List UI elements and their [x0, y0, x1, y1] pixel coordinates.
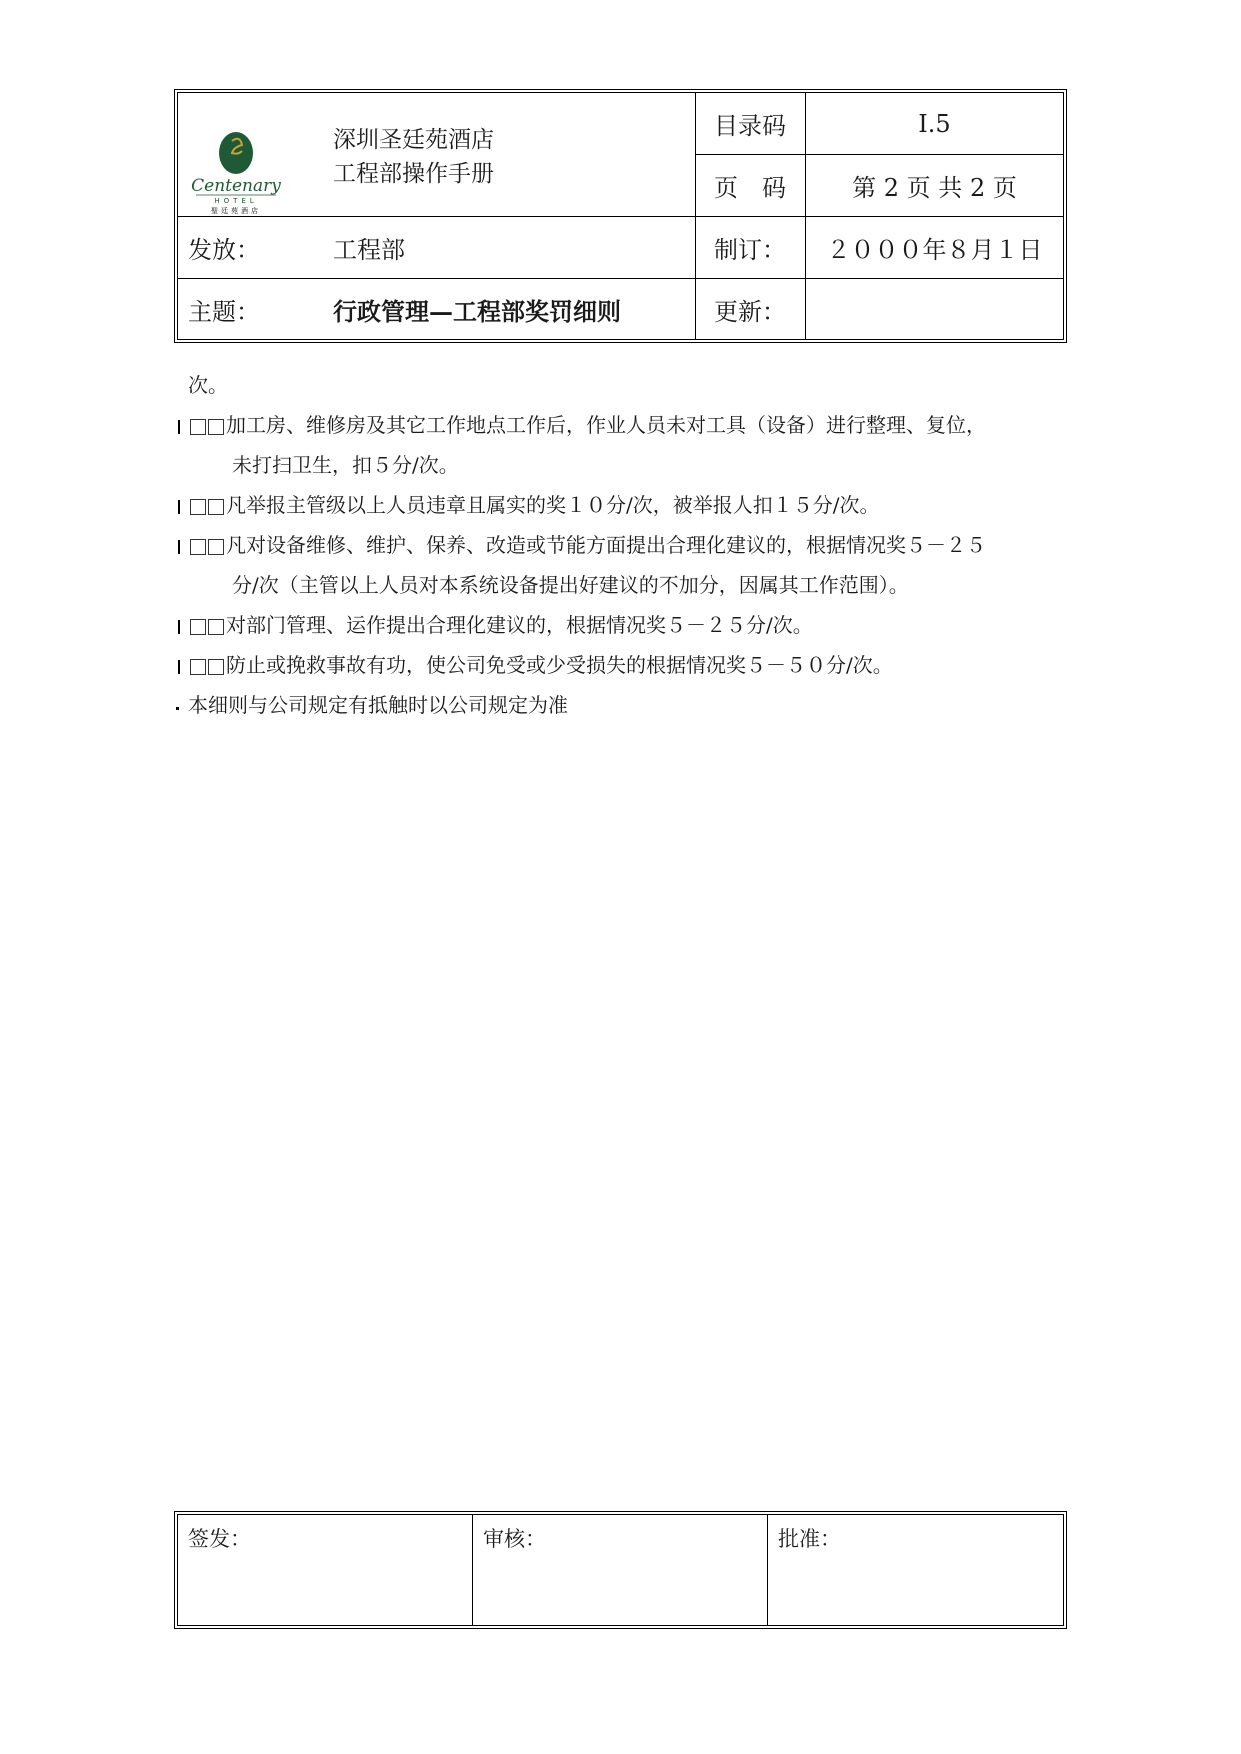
box-icon	[190, 619, 206, 635]
box-icon	[190, 539, 206, 555]
catalog-label: 目录码	[696, 93, 806, 155]
bullet-icon	[178, 620, 186, 634]
hotel-logo-icon	[188, 119, 284, 215]
page-label: 页 码	[696, 155, 806, 217]
bullet-icon	[178, 500, 186, 514]
box-icon	[190, 659, 206, 675]
rules-body	[188, 365, 1068, 725]
issue-value: 工程部	[333, 236, 405, 264]
rule-item-2: 凡举报主管级以上人员违章且属实的奖１０分/次，被举报人扣１５分/次。	[188, 485, 1068, 525]
bullet-icon	[178, 660, 186, 674]
revised-label: 制订：	[696, 217, 806, 279]
catalog-value: I.5	[806, 93, 1063, 155]
rule-item-5: 防止或挽救事故有功，使公司免受或少受损失的根据情况奖５－５０分/次。	[188, 645, 1068, 685]
issue-row	[178, 217, 696, 279]
rule-item-1-cont: 未打扫卫生，扣５分/次。	[232, 453, 459, 477]
company-name: 深圳圣廷苑酒店 工程部操作手册	[333, 127, 494, 187]
box-icon	[208, 419, 224, 435]
precedence-note: 本细则与公司规定有抵触时以公司规定为准	[188, 685, 1068, 725]
approved-by-cell	[768, 1515, 1063, 1625]
signature-table	[174, 1511, 1067, 1629]
rule-item-4: 对部门管理、运作提出合理化建议的，根据情况奖５－２５分/次。	[188, 605, 1068, 645]
rule-item-3: 凡对设备维修、维护、保养、改造或节能方面提出合理化建议的，根据情况奖５－２５	[188, 525, 1068, 565]
bullet-icon	[178, 540, 186, 554]
update-value	[806, 279, 1063, 339]
rule-item-3-cont: 分/次（主管以上人员对本系统设备提出好建议的不加分，因属其工作范围）。	[232, 573, 909, 597]
issued-by-cell	[178, 1515, 473, 1625]
rule-item-1: 加工房、维修房及其它工作地点工作后，作业人员未对工具（设备）进行整理、复位，	[188, 405, 1068, 445]
box-icon	[190, 419, 206, 435]
bullet-dot-icon	[176, 707, 179, 710]
box-icon	[208, 499, 224, 515]
reviewed-by-cell	[473, 1515, 768, 1625]
revised-value: ２０００年８月１日	[806, 217, 1063, 279]
continuation-text: 次。	[188, 373, 228, 397]
bullet-icon	[178, 420, 186, 434]
issue-label: 发放：	[188, 236, 260, 264]
page-value: 第 2 页 共 2 页	[806, 155, 1063, 217]
issued-by-label: 签发：	[188, 1527, 251, 1551]
box-icon	[208, 619, 224, 635]
logo-cell	[178, 93, 696, 217]
subject-row	[178, 279, 696, 339]
box-icon	[208, 659, 224, 675]
update-label: 更新：	[696, 279, 806, 339]
reviewed-by-label: 审核：	[483, 1527, 546, 1551]
box-icon	[208, 539, 224, 555]
subject-label: 主题：	[188, 297, 260, 326]
svg-text:HOTEL: HOTEL	[214, 197, 258, 205]
approved-by-label: 批准：	[778, 1527, 841, 1551]
box-icon	[190, 499, 206, 515]
svg-text:Centenary: Centenary	[191, 176, 281, 196]
svg-text:聖廷苑酒店: 聖廷苑酒店	[211, 207, 261, 215]
subject-value: 行政管理—工程部奖罚细则	[333, 296, 621, 326]
header-table	[174, 89, 1067, 343]
